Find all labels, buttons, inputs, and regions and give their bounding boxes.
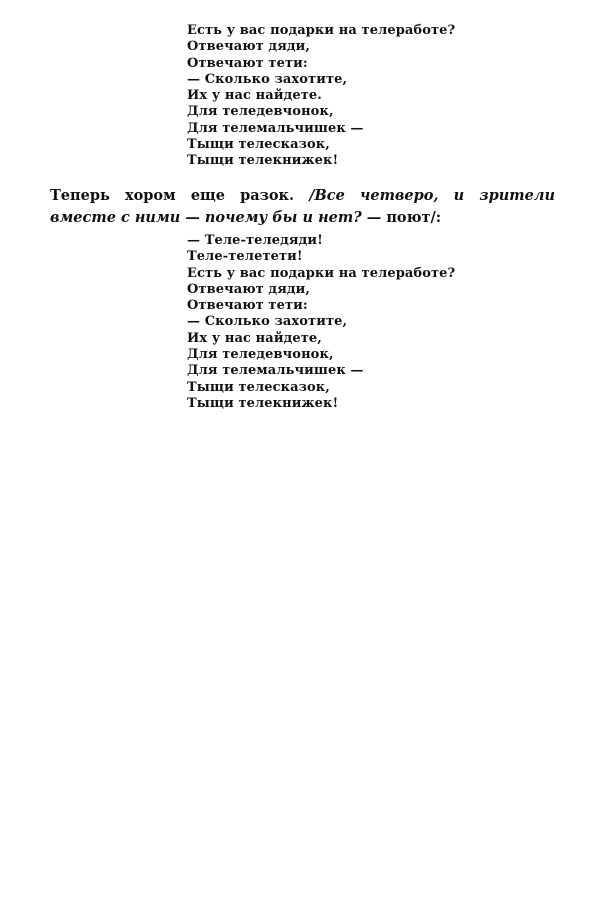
verse-line: — Сколько захотите, xyxy=(187,71,348,87)
verse-line: Для теледевчонок, xyxy=(187,104,334,120)
verse-line: Отвечают дяди, xyxy=(187,39,311,55)
verse-line: Их у нас найдете. xyxy=(187,88,322,104)
verse-line: Тыщи телесказок, xyxy=(187,379,330,395)
prose-lead: Теперь хором еще разок. xyxy=(50,187,295,204)
verse-line: Отвечают тети: xyxy=(187,55,308,71)
verse-line: Есть у вас подарки на телеработе? xyxy=(187,23,456,38)
verse-block-1 xyxy=(187,23,455,170)
verse-line: Отвечают дяди, xyxy=(187,281,311,297)
verse-line: — Сколько захотите, xyxy=(187,314,348,330)
verse-block-2 xyxy=(187,233,455,412)
prose-paragraph xyxy=(50,185,555,229)
verse-line: — Теле-теледяди! xyxy=(187,233,323,248)
verse-line: Для телемальчишек — xyxy=(187,363,364,379)
verse-line: Для телемальчишек — xyxy=(187,120,364,136)
prose-tail: поют/: xyxy=(386,209,442,226)
verse-line: Отвечают тети: xyxy=(187,298,308,314)
verse-line: Тыщи телесказок, xyxy=(187,137,330,153)
verse-line: Тыщи телекнижек! xyxy=(187,153,339,169)
verse-line: Есть у вас подарки на телеработе? xyxy=(187,265,456,281)
verse-line: Для теледевчонок, xyxy=(187,347,334,363)
verse-line: Тыщи телекнижек! xyxy=(187,395,339,411)
verse-line: Их у нас найдете, xyxy=(187,330,322,346)
verse-line: Теле-телетети! xyxy=(187,249,303,265)
stage-direction: /Все четверо, и зрители вместе с ними — почему бы и нет? — xyxy=(50,187,555,226)
